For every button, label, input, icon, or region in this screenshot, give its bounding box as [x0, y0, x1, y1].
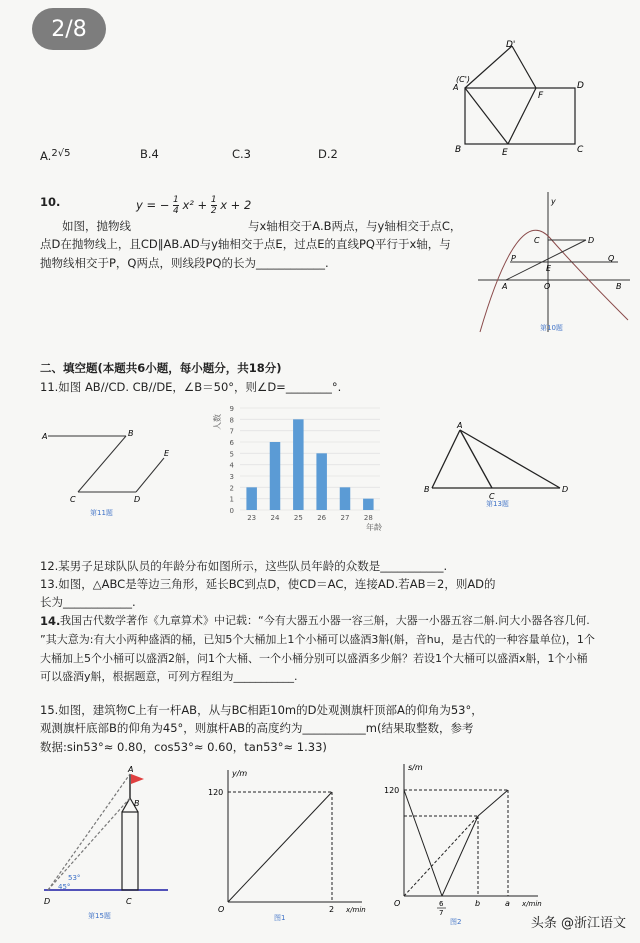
q9-label-a: A [453, 83, 459, 92]
chart-bar [340, 487, 351, 510]
q10-fig-b: B [616, 282, 622, 291]
graph2-x-tick-a: a [505, 899, 510, 908]
graph1-origin: O [218, 905, 225, 914]
chart-ytick-label: 3 [229, 473, 234, 481]
q9-label-b: B [455, 145, 462, 155]
chart-bar [270, 442, 281, 510]
q9-option-d: D.2 [318, 147, 338, 161]
q15-fig-c: C [126, 897, 132, 906]
q10-fig-y: y [551, 197, 556, 206]
chart-ytick-label: 8 [229, 416, 234, 425]
graph1-caption: 图1 [274, 914, 286, 922]
page-indicator: 2/8 [32, 8, 106, 50]
q9-label-e: E [502, 148, 508, 158]
q9-figure [450, 38, 590, 158]
q11-figure [40, 422, 180, 517]
chart-xtick-label: 26 [317, 514, 327, 522]
chart-bar [316, 453, 327, 510]
q15-fig-angle53: 53° [68, 874, 81, 882]
q10-number: 10. [40, 195, 61, 209]
q11-text: 11.如图 AB//CD. CB//DE，∠B＝50°，则∠D=________°. [40, 380, 342, 394]
q10-fig-e: E [546, 264, 552, 273]
q10-fig-a: A [502, 282, 508, 291]
q9-label-d: D [577, 81, 584, 91]
q15-fig-angle45: 45° [58, 883, 71, 891]
q10-text-2: 点D在抛物线上，且CD∥AB.AD与y轴相交于点E，过点E的直线PQ平行于x轴，与 [40, 237, 451, 251]
graph2-x-tick-den: 7 [439, 909, 444, 917]
chart-xtick-label: 24 [270, 514, 280, 522]
q10-fig-c: C [534, 236, 540, 245]
q15-fig-b: B [134, 799, 140, 808]
q14-text-3: 大桶加上5个小桶可以盛酒2斛，问1个大桶、一个小桶分别可以盛酒多少斛？若设1个大桶可以盛酒x斛，1个小桶 [40, 652, 588, 665]
q10-figure [478, 192, 634, 340]
chart-bar [293, 419, 304, 510]
graph2-y-tick: 120 [384, 786, 400, 795]
watermark: 头条 @浙江语文 [530, 916, 626, 931]
q12-text: 12.某男子足球队队员的年龄分布如图所示，这些队员年龄的众数是___________. [40, 559, 448, 573]
q13-fig-b: B [424, 485, 430, 494]
q15-fig-caption: 第15题 [88, 912, 111, 920]
q14-text-1: 我国古代数学著作《九章算术》中记载：“今有大器五小器一容三斛，大器一小器五容二斛.问大小器各容几何. [60, 614, 590, 627]
q11-fig-caption: 第11题 [90, 509, 113, 517]
q11-fig-c: C [70, 495, 76, 504]
q15-figure [40, 762, 180, 927]
q11-fig-b: B [128, 429, 134, 438]
chart-ytick-label: 5 [229, 450, 234, 459]
chart-xtick-label: 25 [293, 514, 303, 522]
q15-text-3: 数据:sin53°≈ 0.80，cos53°≈ 0.60，tan53°≈ 1.33) [40, 740, 327, 754]
chart-bar [246, 487, 256, 510]
q13-text-1: 13.如图，△ABC是等边三角形，延长BC到点D，使CD＝AC，连接AD.若AB＝2，则AD的 [40, 577, 496, 591]
q10-fig-p: P [511, 254, 516, 263]
chart-ytick-label: 6 [229, 439, 234, 447]
chart-ytick-label: 0 [229, 507, 234, 515]
q10-fig-d: D [588, 236, 595, 245]
q10-text-3: 抛物线相交于P，Q两点，则线段PQ的长为____________. [40, 256, 329, 270]
q11-fig-e: E [164, 449, 170, 458]
graph-1 [198, 766, 368, 926]
q10-fig-q: Q [608, 254, 615, 263]
chart-ytick-label: 2 [229, 484, 234, 493]
graph2-x-tick-num: 6 [439, 900, 444, 908]
chart-bar [363, 499, 374, 510]
chart-xtick-label: 27 [340, 514, 350, 522]
q9-label-dprime: D' [506, 40, 516, 50]
q10-fig-o: O [544, 282, 551, 291]
graph1-y-axis: y/m [232, 769, 248, 778]
chart-ytick-label: 4 [229, 461, 234, 470]
q10-equation: y = − $\frac{1}{4}$ x² + $\frac{1}{2}$ x + 2 [136, 195, 252, 216]
graph1-x-tick: 2 [329, 905, 335, 914]
q13-fig-c: C [489, 492, 495, 501]
chart-xtick-label: 23 [247, 514, 257, 522]
q11-fig-a: A [42, 432, 48, 441]
graph1-y-tick: 120 [208, 788, 224, 797]
q13-figure [424, 420, 574, 516]
graph2-caption: 图2 [450, 918, 462, 926]
graph1-x-axis: x/min [346, 906, 366, 914]
graph2-y-axis: s/m [408, 763, 423, 772]
graph2-x-tick-b: b [475, 899, 481, 908]
chart-ytick-label: 1 [229, 495, 234, 504]
graph-2 [374, 760, 544, 930]
q9-option-c: C.3 [232, 147, 252, 161]
q15-fig-d: D [44, 897, 51, 906]
q10-text-1b: 与x轴相交于A.B两点，与y轴相交于点C， [248, 219, 462, 233]
chart-xtick-label: 28 [363, 514, 373, 522]
q9-option-a: A.2√5 [40, 148, 71, 163]
graph2-origin: O [394, 899, 401, 908]
chart-ylabel: 人数 [213, 414, 222, 430]
section-2-title: 二、填空题(本题共6小题，每小题分，共18分) [40, 361, 282, 375]
chart-ytick-label: 7 [229, 427, 234, 436]
q11-fig-d: D [134, 495, 141, 504]
chart-xlabel: 年龄 [366, 523, 382, 532]
q10-text-1a: 如图，抛物线 [62, 219, 131, 233]
q15-fig-a: A [128, 765, 134, 774]
q9-label-cprime: (C') [456, 75, 471, 84]
q15-text-1: 15.如图，建筑物C上有一杆AB，从与BC相距10m的D处观测旗杆顶部A的仰角为53°， [40, 703, 483, 717]
q13-fig-d: D [562, 485, 569, 494]
age-bar-chart [210, 400, 390, 532]
q10-fig-caption: 第10题 [540, 324, 563, 332]
chart-ytick-label: 9 [229, 405, 234, 413]
q15-text-2: 观测旗杆底部B的仰角为45°，则旗杆AB的高度约为___________m(结果取整数，参考 [40, 721, 474, 735]
q9-label-f: F [538, 91, 544, 101]
graph2-x-axis: x/min [522, 900, 542, 908]
q14-text-2: ”其大意为:有大小两种盛酒的桶，已知5个大桶加上1个小桶可以盛酒3斛(斛，音hu，是古代的一种容量单位)，1个 [40, 633, 595, 646]
q14-text-4: 可以盛酒y斛，根据题意，可列方程组为___________. [40, 670, 298, 683]
q9-label-c: C [577, 145, 584, 155]
q14-number: 14. [40, 614, 61, 628]
q13-text-2: 长为____________. [40, 595, 136, 609]
q9-option-b: B.4 [140, 147, 159, 161]
q13-fig-a: A [457, 421, 463, 430]
q13-fig-caption: 第13题 [486, 500, 509, 508]
